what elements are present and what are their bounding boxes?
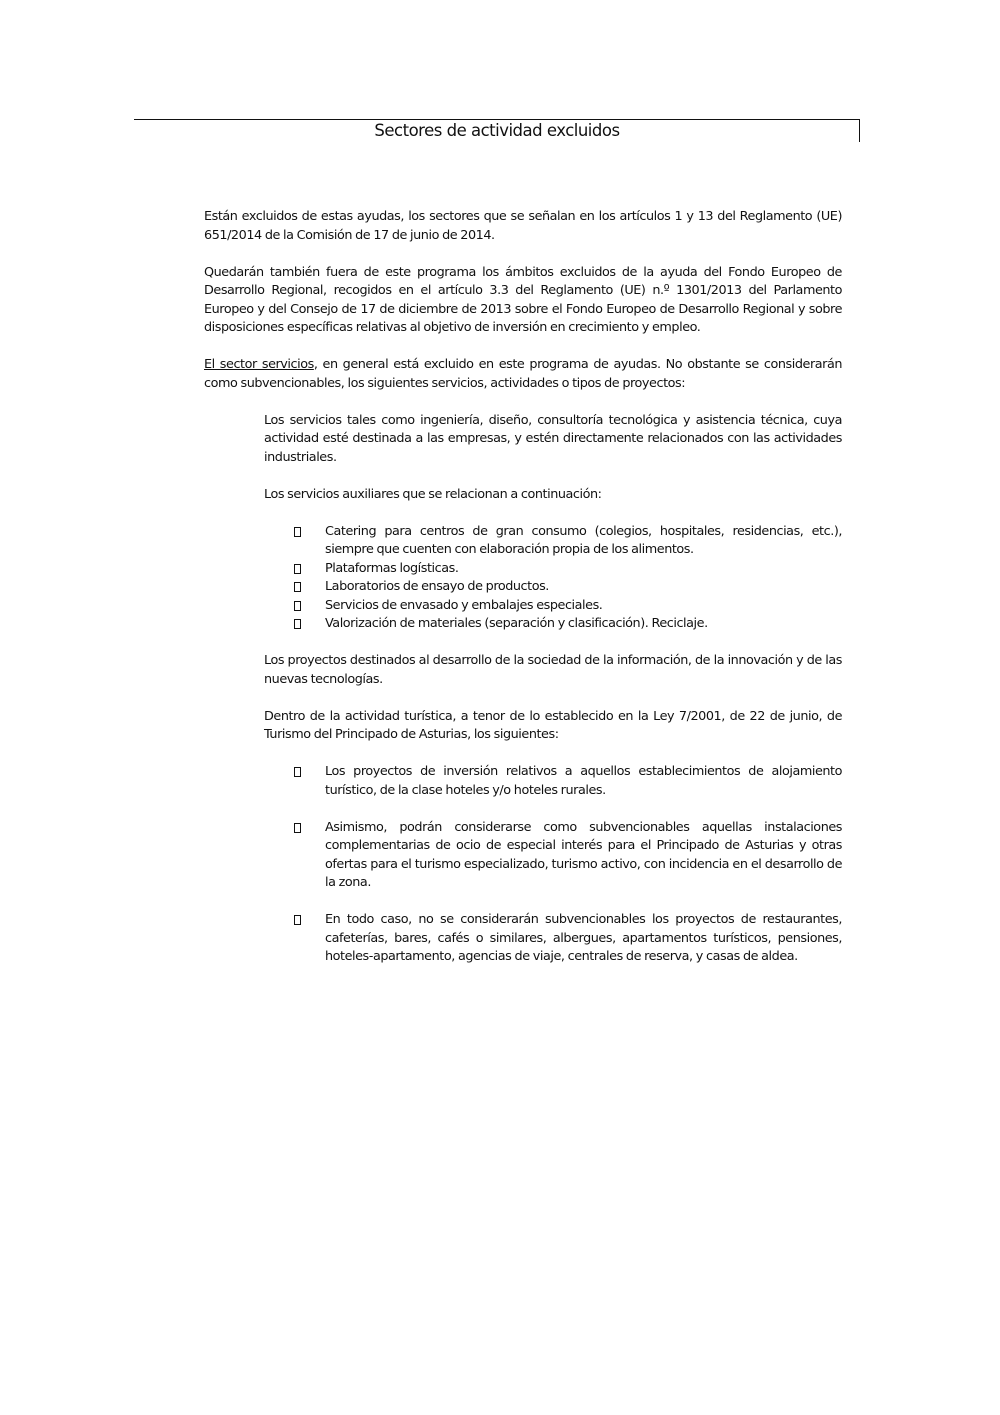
square-bullet-icon: [294, 582, 301, 592]
list-item-text: Catering para centros de gran consumo (colegios, hospitales, residencias, etc.), siempre que cuenten con elaboración propia de los alimentos.: [325, 523, 842, 557]
engineering-services-paragraph: Los servicios tales como ingeniería, diseño, consultoría tecnológica y asistencia técnica, cuya actividad esté destinada a las empresas, y estén directamente relacionados con las actividades industriales.: [264, 412, 842, 465]
list-item: [294, 560, 842, 579]
auxiliary-services-intro: Los servicios auxiliares que se relacionan a continuación:: [264, 486, 602, 502]
exclusion-paragraph: Están excluidos de estas ayudas, los sectores que se señalan en los artículos 1 y 13 del Reglamento (UE) 651/2014 de la Comisión de 17 de junio de 2014.: [204, 209, 842, 243]
list-item-text: Asimismo, podrán considerarse como subvencionables aquellas instalaciones complementarias de ocio de especial interés para el Principado de Asturias y otras ofertas para el turismo especializado, turismo activo, con incidencia en el desarrollo de la zona.: [325, 819, 842, 890]
services-sector-paragraph: [204, 356, 842, 393]
page-title: Sectores de actividad excluidos: [374, 121, 620, 140]
feder-exclusion-paragraph: Quedarán también fuera de este programa los ámbitos excluidos de la ayuda del Fondo Europeo de Desarrollo Regional, recogidos en el artículo 3.3 del Reglamento (UE) n.º 1301/2013 del Parlamento Europeo y del Consejo de 17 de diciembre de 2013 sobre el Fondo Europeo de Desarrollo Regional y sobre disposiciones específicas relativas al objetivo de inversión en crecimiento y empleo.: [204, 264, 842, 335]
information-society-paragraph: Los proyectos destinados al desarrollo de la sociedad de la información, de la innovación y de las nuevas tecnologías.: [264, 653, 842, 687]
square-bullet-icon: [294, 601, 301, 611]
list-item-text: Valorización de materiales (separación y clasificación). Reciclaje.: [325, 616, 708, 631]
document-body: [204, 208, 842, 967]
list-item: [294, 523, 842, 560]
list-item-text: Laboratorios de ensayo de productos.: [325, 579, 549, 594]
square-bullet-icon: [294, 823, 301, 833]
services-sector-text: , en general está excluido en este programa de ayudas. No obstante se considerarán como subvencionables, los siguientes servicios, actividades o tipos de proyectos:: [204, 357, 843, 391]
list-item: [294, 763, 842, 800]
tourism-intro-paragraph: Dentro de la actividad turística, a tenor de lo establecido en la Ley 7/2001, de 22 de junio, de Turismo del Principado de Asturias, los siguientes:: [264, 708, 842, 742]
services-sector-label: El sector servicios: [204, 357, 314, 372]
list-item: [294, 819, 842, 893]
square-bullet-icon: [294, 767, 301, 777]
list-item-text: Servicios de envasado y embalajes especiales.: [325, 597, 603, 613]
square-bullet-icon: [294, 527, 301, 537]
square-bullet-icon: [294, 564, 301, 574]
eligible-services-block: [264, 412, 842, 967]
list-item: [294, 615, 842, 634]
list-item-text: Los proyectos de inversión relativos a aquellos establecimientos de alojamiento turístico, de la clase hoteles y/o hoteles rurales.: [325, 764, 842, 798]
list-item-text: En todo caso, no se considerarán subvencionables los proyectos de restaurantes, cafeterías, bares, cafés o similares, albergues, apartamentos turísticos, pensiones, hoteles-apartamento, agencias de viaje, centrales de reserva, y casas de aldea.: [325, 912, 842, 964]
list-item: [294, 578, 842, 597]
list-item: [294, 911, 842, 967]
list-item: [294, 597, 842, 616]
list-item-text: Plataformas logísticas.: [325, 560, 459, 576]
square-bullet-icon: [294, 915, 301, 925]
square-bullet-icon: [294, 619, 301, 629]
tourism-list: [294, 763, 842, 967]
auxiliary-services-list: [294, 523, 842, 634]
